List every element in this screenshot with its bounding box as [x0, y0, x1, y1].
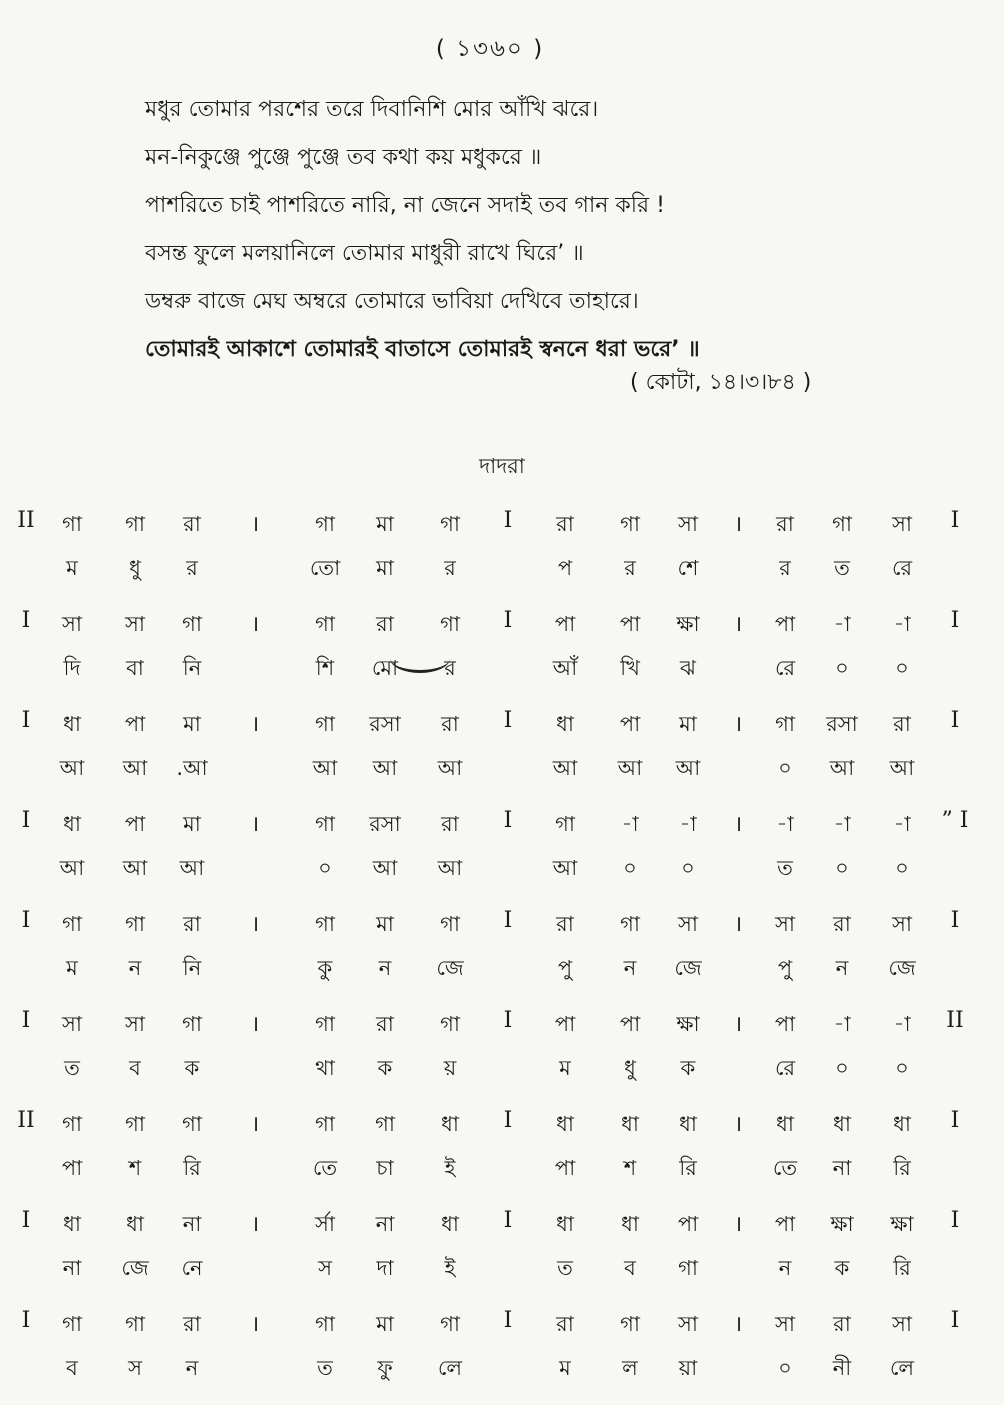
lyric-syllable: ই [444, 1156, 456, 1180]
bar-line: । [733, 612, 743, 637]
swara-note: ধা [441, 1112, 459, 1136]
swara-note: রা [183, 912, 201, 936]
swara-note: র্সা [315, 1212, 335, 1236]
swara-note: রসা [369, 712, 401, 736]
lyric-syllable: নি [182, 956, 202, 980]
swara-note: গা [125, 512, 145, 536]
poem-line: ডম্বরু বাজে মেঘ অম্বরে তোমারে ভাবিয়া দেখিবে তাহারে। [145, 289, 639, 314]
bar-line: । [250, 612, 260, 637]
bar-line: I [21, 808, 31, 833]
lyric-syllable: আ [179, 856, 205, 880]
swara-note: পা [619, 612, 641, 636]
lyric-syllable: ম [559, 1356, 571, 1380]
lyric-syllable: তে [312, 1156, 338, 1180]
swara-note: মা [376, 912, 394, 936]
lyric-syllable: ত [777, 856, 793, 880]
swara-note: মা [183, 712, 201, 736]
swara-note: -া [893, 1012, 911, 1036]
lyric-syllable: রি [679, 1156, 697, 1180]
bar-line: । [733, 1012, 743, 1037]
swara-note: -া [893, 812, 911, 836]
lyric-syllable: পু [777, 956, 793, 980]
swara-note: গা [832, 512, 852, 536]
lyric-syllable: রি [893, 1156, 911, 1180]
swara-note: গা [315, 912, 335, 936]
bar-line: I [503, 908, 513, 933]
lyric-syllable: থা [315, 1056, 335, 1080]
lyric-syllable: র [624, 556, 636, 580]
poem-source: ( কোটা, ১৪।৩।৮৪ ) [630, 370, 812, 395]
lyric-syllable: আ [829, 756, 855, 780]
lyric-syllable: ঝ [680, 656, 696, 680]
lyric-syllable: ই [444, 1256, 456, 1280]
swara-note: পা [124, 812, 146, 836]
bar-line: I [503, 1008, 513, 1033]
poem-line: মন-নিকুঞ্জে পুঞ্জে পুঞ্জে তব কথা কয় মধুকরে ॥ [145, 145, 542, 170]
bar-line: I [21, 908, 31, 933]
lyric-syllable: শ [623, 1156, 637, 1180]
lyric-syllable: ০ [835, 656, 849, 680]
lyric-syllable: ধু [624, 1056, 636, 1080]
swara-note: ধা [621, 1212, 639, 1236]
bar-line: I [503, 508, 513, 533]
swara-note: সা [678, 912, 698, 936]
swara-note: পা [554, 612, 576, 636]
lyric-syllable: ত [317, 1356, 333, 1380]
lyric-syllable: আ [437, 756, 463, 780]
swara-note: ধা [63, 1212, 81, 1236]
swara-note: ক্ষা [830, 1212, 854, 1236]
swara-note: ক্ষা [676, 1012, 700, 1036]
swara-note: রা [441, 812, 459, 836]
bar-line: I [950, 708, 960, 733]
bar-line: I [950, 1208, 960, 1233]
lyric-syllable: ন [128, 956, 142, 980]
poem-line: পাশরিতে চাই পাশরিতে নারি, না জেনে সদাই তব গান করি ! [145, 193, 665, 218]
lyric-syllable: ০ [778, 756, 792, 780]
swara-note: সা [892, 512, 912, 536]
swara-note: গা [125, 1312, 145, 1336]
lyric-syllable: ল [622, 1356, 638, 1380]
lyric-syllable: পা [61, 1156, 83, 1180]
swara-note: ধা [441, 1212, 459, 1236]
bar-line: । [733, 1312, 743, 1337]
notation-row [0, 900, 1004, 1000]
notation-row [0, 1200, 1004, 1300]
lyric-syllable: মা [376, 556, 394, 580]
lyric-syllable: ক [680, 1056, 696, 1080]
bar-line: । [250, 1212, 260, 1237]
swara-note: ধা [776, 1112, 794, 1136]
lyric-syllable: ম [66, 556, 78, 580]
notation-row [0, 600, 1004, 700]
swara-note: ধা [126, 1212, 144, 1236]
poem-line: তোমারই আকাশে তোমারই বাতাসে তোমারই স্বননে ধরা ভরে’ ॥ [145, 337, 700, 362]
bar-line: । [733, 1112, 743, 1137]
swara-note: গা [440, 512, 460, 536]
lyric-syllable: খি [620, 656, 640, 680]
lyric-syllable: প [557, 556, 573, 580]
bar-line: I [950, 908, 960, 933]
swara-note: গা [555, 812, 575, 836]
swara-note: রা [556, 912, 574, 936]
swara-note: গা [182, 1012, 202, 1036]
swara-note: সা [892, 1312, 912, 1336]
swara-note: গা [315, 512, 335, 536]
bar-line: I [503, 1108, 513, 1133]
bar-line: । [250, 712, 260, 737]
swara-note: পা [619, 1012, 641, 1036]
bar-line: । [250, 1312, 260, 1337]
lyric-syllable: আ [59, 756, 85, 780]
lyric-syllable: লে [437, 1356, 463, 1380]
swara-note: রা [833, 1312, 851, 1336]
swara-note: গা [315, 612, 335, 636]
swara-note: মা [376, 1312, 394, 1336]
bar-line: I [21, 1008, 31, 1033]
swara-note: গা [125, 1112, 145, 1136]
swara-note: সা [125, 1012, 145, 1036]
lyric-syllable: আ [122, 856, 148, 880]
swara-note: ক্ষা [890, 1212, 914, 1236]
bar-line: I [950, 1108, 960, 1133]
lyric-syllable: আ [552, 856, 578, 880]
lyric-syllable: .আ [176, 756, 208, 780]
swara-note: ধা [556, 1212, 574, 1236]
bar-line: I [503, 708, 513, 733]
lyric-syllable: মো [371, 656, 399, 680]
notation-block [0, 500, 1004, 1400]
lyric-syllable: আ [552, 756, 578, 780]
swara-note: মা [679, 712, 697, 736]
bar-line: II [17, 508, 35, 533]
lyric-syllable: ০ [778, 1356, 792, 1380]
swara-note: রা [776, 512, 794, 536]
slur-mark [390, 644, 450, 673]
lyric-syllable: নী [832, 1356, 852, 1380]
swara-note: -া [833, 612, 851, 636]
lyric-syllable: রে [774, 656, 796, 680]
swara-note: সা [892, 912, 912, 936]
lyric-syllable: র [186, 556, 198, 580]
lyric-syllable: ন [778, 1256, 792, 1280]
bar-line: I [21, 1308, 31, 1333]
swara-note: পা [619, 712, 641, 736]
lyric-syllable: স [318, 1256, 332, 1280]
lyric-syllable: ম [66, 956, 78, 980]
bar-line: II [946, 1008, 964, 1033]
swara-note: রসা [369, 812, 401, 836]
swara-note: -া [833, 812, 851, 836]
lyric-syllable: জে [888, 956, 916, 980]
swara-note: -া [621, 812, 639, 836]
lyric-syllable: ত [64, 1056, 80, 1080]
bar-line: । [250, 812, 260, 837]
lyric-syllable: ০ [895, 656, 909, 680]
taal-heading: দাদরা [479, 454, 525, 478]
swara-note: গা [62, 1112, 82, 1136]
bar-line: । [733, 512, 743, 537]
lyric-syllable: ০ [895, 1056, 909, 1080]
notation-row [0, 1100, 1004, 1200]
lyric-syllable: স [128, 1356, 142, 1380]
lyric-syllable: আ [889, 756, 915, 780]
bar-line: I [950, 1308, 960, 1333]
swara-note: ধা [63, 712, 81, 736]
bar-line: । [250, 1012, 260, 1037]
swara-note: না [182, 1212, 202, 1236]
swara-note: গা [315, 712, 335, 736]
swara-note: সা [678, 1312, 698, 1336]
swara-note: গা [62, 1312, 82, 1336]
bar-line: I [503, 1308, 513, 1333]
swara-note: -া [776, 812, 794, 836]
poem [145, 90, 975, 378]
swara-note: না [375, 1212, 395, 1236]
lyric-syllable: আ [122, 756, 148, 780]
lyric-syllable: য় [443, 1056, 457, 1080]
notation-row [0, 700, 1004, 800]
swara-note: গা [440, 1012, 460, 1036]
bar-line: । [733, 712, 743, 737]
lyric-syllable: নি [182, 656, 202, 680]
notation-row [0, 1000, 1004, 1100]
lyric-syllable: জে [436, 956, 464, 980]
bar-line: । [733, 1212, 743, 1237]
bar-line: । [250, 912, 260, 937]
swara-note: পা [774, 1212, 796, 1236]
poem-line: মধুর তোমার পরশের তরে দিবানিশি মোর আঁখি ঝরে। [145, 97, 599, 122]
bar-line: I [21, 1208, 31, 1233]
swara-note: রা [376, 1012, 394, 1036]
lyric-syllable: পু [557, 956, 573, 980]
swara-note: -া [893, 612, 911, 636]
lyric-syllable: আ [675, 756, 701, 780]
lyric-syllable: রি [893, 1256, 911, 1280]
lyric-syllable: শে [677, 556, 699, 580]
swara-note: গা [620, 912, 640, 936]
swara-note: -া [679, 812, 697, 836]
swara-note: রা [556, 512, 574, 536]
lyric-syllable: র [444, 656, 456, 680]
swara-note: রা [893, 712, 911, 736]
lyric-syllable: জে [674, 956, 702, 980]
swara-note: পা [554, 1012, 576, 1036]
lyric-syllable: ০ [623, 856, 637, 880]
lyric-syllable: না [832, 1156, 852, 1180]
swara-note: রা [833, 912, 851, 936]
swara-note: গা [315, 1112, 335, 1136]
lyric-syllable: য়া [678, 1356, 698, 1380]
swara-note: পা [774, 612, 796, 636]
bar-line: I [503, 1208, 513, 1233]
lyric-syllable: আ [59, 856, 85, 880]
swara-note: রা [556, 1312, 574, 1336]
lyric-syllable: ন [185, 1356, 199, 1380]
notation-row [0, 1300, 1004, 1400]
lyric-syllable: রি [183, 1156, 201, 1180]
page-number: ( ১৩৬০ ) [435, 36, 545, 62]
bar-line: । [733, 812, 743, 837]
lyric-syllable: ন [835, 956, 849, 980]
swara-note: রা [183, 1312, 201, 1336]
lyric-syllable: ম [559, 1056, 571, 1080]
lyric-syllable: ০ [835, 856, 849, 880]
bar-line: । [250, 512, 260, 537]
bar-line: I [503, 608, 513, 633]
lyric-syllable: আ [372, 856, 398, 880]
swara-note: ধা [556, 1112, 574, 1136]
lyric-syllable: না [62, 1256, 82, 1280]
swara-note: গা [182, 612, 202, 636]
swara-note: গা [125, 912, 145, 936]
swara-note: সা [125, 612, 145, 636]
lyric-syllable: ত [834, 556, 850, 580]
lyric-syllable: তে [772, 1156, 798, 1180]
bar-line: I [950, 508, 960, 533]
swara-note: ধা [679, 1112, 697, 1136]
lyric-syllable: দি [63, 656, 81, 680]
swara-note: রসা [826, 712, 858, 736]
lyric-syllable: ০ [895, 856, 909, 880]
lyric-syllable: আ [437, 856, 463, 880]
lyric-syllable: শি [315, 656, 335, 680]
lyric-syllable: ০ [681, 856, 695, 880]
lyric-syllable: নে [181, 1256, 203, 1280]
lyric-syllable: ত [557, 1256, 573, 1280]
swara-note: গা [440, 912, 460, 936]
swara-note: গা [315, 812, 335, 836]
lyric-syllable: ফু [377, 1356, 393, 1380]
swara-note: ক্ষা [676, 612, 700, 636]
swara-note: পা [124, 712, 146, 736]
swara-note: পা [774, 1012, 796, 1036]
notation-row [0, 800, 1004, 900]
lyric-syllable: আ [312, 756, 338, 780]
swara-note: গা [62, 512, 82, 536]
lyric-syllable: আ [372, 756, 398, 780]
swara-note: ধা [556, 712, 574, 736]
swara-note: সা [62, 1012, 82, 1036]
swara-note: মা [183, 812, 201, 836]
swara-note: ধা [63, 812, 81, 836]
notation-row [0, 500, 1004, 600]
bar-line: I [503, 808, 513, 833]
bar-line: II [17, 1108, 35, 1133]
lyric-syllable: লে [889, 1356, 915, 1380]
lyric-syllable: ব [129, 1056, 141, 1080]
poem-line: বসন্ত ফুলে মলয়ানিলে তোমার মাধুরী রাখে ঘিরে’ ॥ [145, 241, 584, 266]
swara-note: গা [775, 712, 795, 736]
swara-note: রা [376, 612, 394, 636]
swara-note: সা [678, 512, 698, 536]
lyric-syllable: রে [891, 556, 913, 580]
swara-note: গা [620, 1312, 640, 1336]
swara-note: সা [62, 612, 82, 636]
swara-note: গা [62, 912, 82, 936]
swara-note: পা [677, 1212, 699, 1236]
swara-note: গা [315, 1012, 335, 1036]
swara-note: ধা [621, 1112, 639, 1136]
lyric-syllable: আ [617, 756, 643, 780]
lyric-syllable: বা [126, 656, 144, 680]
lyric-syllable: র [779, 556, 791, 580]
lyric-syllable: ব [66, 1356, 78, 1380]
swara-note: গা [375, 1112, 395, 1136]
lyric-syllable: ন [378, 956, 392, 980]
bar-line: ” I [941, 808, 969, 833]
swara-note: ধা [833, 1112, 851, 1136]
lyric-syllable: ০ [318, 856, 332, 880]
lyric-syllable: দা [376, 1256, 394, 1280]
lyric-syllable: শ [128, 1156, 142, 1180]
swara-note: ধা [893, 1112, 911, 1136]
lyric-syllable: র [444, 556, 456, 580]
swara-note: মা [376, 512, 394, 536]
swara-note: গা [440, 1312, 460, 1336]
lyric-syllable: ব [624, 1256, 636, 1280]
bar-line: I [21, 708, 31, 733]
swara-note: সা [775, 912, 795, 936]
lyric-syllable: ক [834, 1256, 850, 1280]
lyric-syllable: কু [317, 956, 333, 980]
lyric-syllable: ০ [835, 1056, 849, 1080]
lyric-syllable: ক [184, 1056, 200, 1080]
bar-line: I [950, 608, 960, 633]
bar-line: । [250, 1112, 260, 1137]
lyric-syllable: জে [121, 1256, 149, 1280]
bar-line: । [733, 912, 743, 937]
lyric-syllable: পা [554, 1156, 576, 1180]
swara-note: রা [441, 712, 459, 736]
bar-line: I [21, 608, 31, 633]
lyric-syllable: ধু [129, 556, 141, 580]
swara-note: গা [440, 612, 460, 636]
swara-note: গা [182, 1112, 202, 1136]
lyric-syllable: ন [623, 956, 637, 980]
lyric-syllable: আঁ [552, 656, 578, 680]
lyric-syllable: গা [678, 1256, 698, 1280]
swara-note: সা [775, 1312, 795, 1336]
lyric-syllable: তো [309, 556, 341, 580]
swara-note: গা [315, 1312, 335, 1336]
swara-note: গা [620, 512, 640, 536]
lyric-syllable: ক [377, 1056, 393, 1080]
lyric-syllable: রে [774, 1056, 796, 1080]
swara-note: -া [833, 1012, 851, 1036]
swara-note: রা [183, 512, 201, 536]
lyric-syllable: চা [376, 1156, 394, 1180]
